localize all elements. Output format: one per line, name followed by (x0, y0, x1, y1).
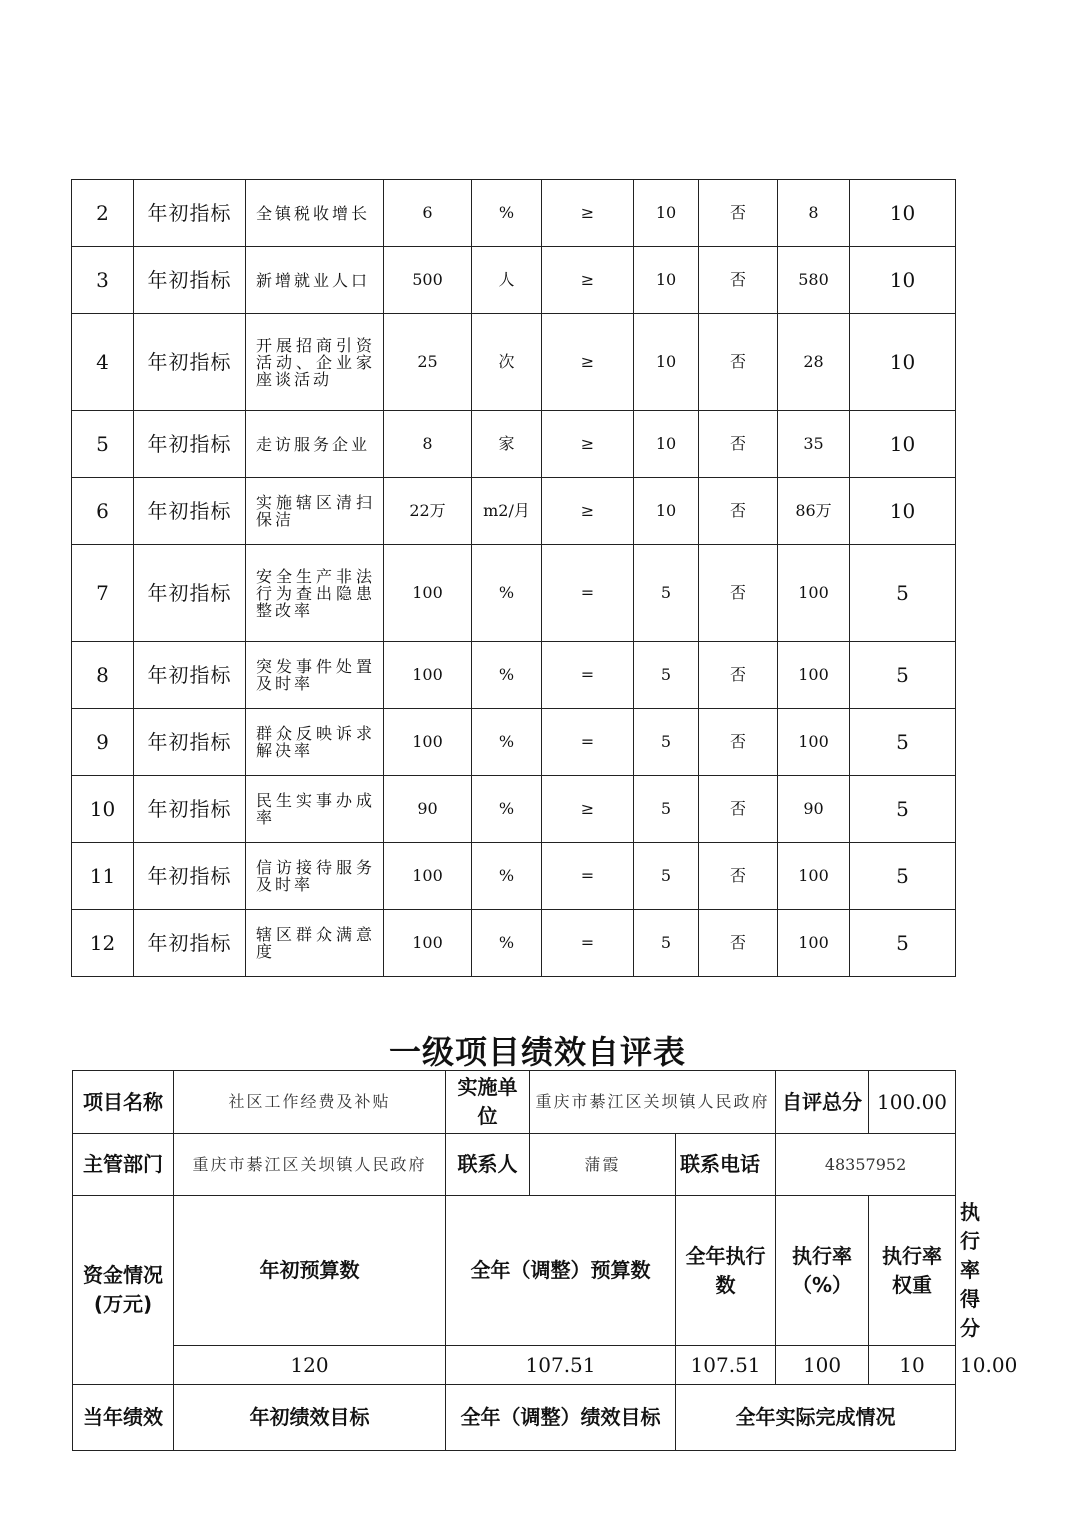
indicator-operator: = (542, 843, 634, 910)
impl-unit-value: 重庆市綦江区关坝镇人民政府 (530, 1071, 776, 1134)
project-row (73, 1071, 956, 1134)
table-row (72, 545, 956, 642)
indicator-operator: ≥ (542, 314, 634, 411)
indicator-weight: 5 (634, 843, 699, 910)
indicator-weight: 10 (634, 180, 699, 247)
indicator-category: 年初指标 (134, 776, 246, 843)
dept-row (73, 1134, 956, 1196)
table-row (72, 709, 956, 776)
indicator-no: 12 (72, 910, 134, 977)
contact-label: 联系人 (446, 1134, 530, 1196)
indicator-no: 6 (72, 478, 134, 545)
table-row (72, 910, 956, 977)
indicator-score: 10 (850, 180, 956, 247)
table-row (72, 776, 956, 843)
funds-value-row: 120 107.51 107.51 100 10 10.00 (73, 1346, 956, 1385)
indicator-category: 年初指标 (134, 910, 246, 977)
table-row (72, 642, 956, 709)
indicator-category: 年初指标 (134, 478, 246, 545)
indicator-operator: = (542, 709, 634, 776)
table-row (72, 247, 956, 314)
indicator-weight: 10 (634, 478, 699, 545)
indicator-target: 25 (384, 314, 472, 411)
dept-value: 重庆市綦江区关坝镇人民政府 (174, 1134, 446, 1196)
indicator-no: 11 (72, 843, 134, 910)
indicator-score: 5 (850, 642, 956, 709)
indicator-unit: 家 (472, 411, 542, 478)
indicator-no: 5 (72, 411, 134, 478)
indicator-category: 年初指标 (134, 843, 246, 910)
indicator-name: 群众反映诉求解决率 (246, 709, 384, 776)
phone-label: 联系电话 (676, 1134, 776, 1196)
exec-weight-value: 10 (869, 1346, 956, 1385)
indicator-score: 5 (850, 709, 956, 776)
indicator-weight: 10 (634, 314, 699, 411)
actual-label: 全年实际完成情况 (676, 1385, 956, 1451)
indicator-name: 安全生产非法行为查出隐患整改率 (246, 545, 384, 642)
indicator-operator: = (542, 910, 634, 977)
indicator-weight: 5 (634, 776, 699, 843)
indicator-category: 年初指标 (134, 411, 246, 478)
indicator-operator: = (542, 642, 634, 709)
indicator-target: 22万 (384, 478, 472, 545)
indicator-target: 100 (384, 709, 472, 776)
indicator-name: 信访接待服务及时率 (246, 843, 384, 910)
indicator-name: 走访服务企业 (246, 411, 384, 478)
indicator-actual: 35 (778, 411, 850, 478)
exec-weight-label: 执行率权重 (869, 1196, 956, 1346)
exec-rate-value: 100 (776, 1346, 869, 1385)
indicator-score: 5 (850, 910, 956, 977)
exec-rate-label: 执行率（%） (776, 1196, 869, 1346)
contact-value: 蒲霞 (530, 1134, 676, 1196)
indicator-operator: ≥ (542, 478, 634, 545)
indicator-actual: 100 (778, 910, 850, 977)
indicator-unit: % (472, 776, 542, 843)
indicator-name: 民生实事办成率 (246, 776, 384, 843)
indicator-actual: 100 (778, 642, 850, 709)
indicator-actual: 86万 (778, 478, 850, 545)
adjusted-budget-value: 107.51 (446, 1346, 676, 1385)
indicator-unit: m2/月 (472, 478, 542, 545)
indicator-operator: ≥ (542, 776, 634, 843)
indicator-unit: % (472, 642, 542, 709)
indicator-no: 8 (72, 642, 134, 709)
table-row (72, 478, 956, 545)
indicator-unit: 次 (472, 314, 542, 411)
indicator-name: 辖区群众满意度 (246, 910, 384, 977)
indicator-name: 突发事件处置及时率 (246, 642, 384, 709)
indicator-no: 10 (72, 776, 134, 843)
indicator-actual: 28 (778, 314, 850, 411)
adjusted-goal-label: 全年（调整）绩效目标 (446, 1385, 676, 1451)
indicator-actual: 580 (778, 247, 850, 314)
indicator-name: 开展招商引资活动、企业家座谈活动 (246, 314, 384, 411)
indicator-actual: 90 (778, 776, 850, 843)
funds-label: 资金情况(万元) (73, 1196, 174, 1385)
table-row (72, 843, 956, 910)
initial-budget-label: 年初预算数 (174, 1196, 446, 1346)
executed-value: 107.51 (676, 1346, 776, 1385)
indicator-flag: 否 (699, 776, 778, 843)
indicator-score: 10 (850, 478, 956, 545)
impl-unit-label: 实施单位 (446, 1071, 530, 1134)
indicator-name: 实施辖区清扫保洁 (246, 478, 384, 545)
indicator-target: 100 (384, 843, 472, 910)
indicator-weight: 5 (634, 910, 699, 977)
indicator-unit: % (472, 709, 542, 776)
table-row (72, 411, 956, 478)
eval-table (72, 1070, 1018, 1451)
indicator-flag: 否 (699, 411, 778, 478)
perf-row (73, 1385, 956, 1451)
indicator-unit: % (472, 180, 542, 247)
indicator-score: 5 (850, 776, 956, 843)
indicator-operator: ≥ (542, 180, 634, 247)
indicator-target: 6 (384, 180, 472, 247)
perf-label: 当年绩效 (73, 1385, 174, 1451)
indicator-flag: 否 (699, 843, 778, 910)
indicator-operator: ≥ (542, 411, 634, 478)
indicator-weight: 5 (634, 545, 699, 642)
self-score-value: 100.00 (869, 1071, 956, 1134)
self-score-label: 自评总分 (776, 1071, 869, 1134)
indicator-category: 年初指标 (134, 247, 246, 314)
indicator-no: 2 (72, 180, 134, 247)
indicator-unit: % (472, 910, 542, 977)
project-name-label: 项目名称 (73, 1071, 174, 1134)
initial-budget-value: 120 (174, 1346, 446, 1385)
indicator-flag: 否 (699, 545, 778, 642)
indicator-category: 年初指标 (134, 709, 246, 776)
indicator-unit: 人 (472, 247, 542, 314)
indicator-category: 年初指标 (134, 314, 246, 411)
indicator-category: 年初指标 (134, 180, 246, 247)
indicator-score: 10 (850, 314, 956, 411)
indicator-target: 100 (384, 910, 472, 977)
indicator-no: 9 (72, 709, 134, 776)
indicator-flag: 否 (699, 180, 778, 247)
indicator-flag: 否 (699, 247, 778, 314)
indicator-target: 100 (384, 642, 472, 709)
indicator-table (71, 179, 956, 977)
indicator-score: 5 (850, 843, 956, 910)
indicator-target: 90 (384, 776, 472, 843)
indicator-score: 10 (850, 411, 956, 478)
indicator-unit: % (472, 843, 542, 910)
phone-value: 48357952 (776, 1134, 956, 1196)
indicator-flag: 否 (699, 910, 778, 977)
indicator-actual: 100 (778, 545, 850, 642)
indicator-no: 7 (72, 545, 134, 642)
indicator-no: 4 (72, 314, 134, 411)
indicator-weight: 10 (634, 411, 699, 478)
indicator-actual: 100 (778, 843, 850, 910)
indicator-flag: 否 (699, 478, 778, 545)
funds-header-row: 资金情况(万元) 年初预算数 全年（调整）预算数 全年执行数 执行率（%） 执行率权重 执行率得分 (73, 1196, 956, 1346)
indicator-actual: 100 (778, 709, 850, 776)
indicator-flag: 否 (699, 709, 778, 776)
indicator-target: 100 (384, 545, 472, 642)
indicator-score: 5 (850, 545, 956, 642)
indicator-operator: ≥ (542, 247, 634, 314)
doc-title: 一级项目绩效自评表 (388, 1033, 686, 1071)
table-row (72, 180, 956, 247)
executed-label: 全年执行数 (676, 1196, 776, 1346)
indicator-weight: 5 (634, 642, 699, 709)
dept-label: 主管部门 (73, 1134, 174, 1196)
indicator-target: 8 (384, 411, 472, 478)
initial-goal-label: 年初绩效目标 (174, 1385, 446, 1451)
adjusted-budget-label: 全年（调整）预算数 (446, 1196, 676, 1346)
indicator-name: 全镇税收增长 (246, 180, 384, 247)
indicator-weight: 10 (634, 247, 699, 314)
indicator-flag: 否 (699, 642, 778, 709)
indicator-category: 年初指标 (134, 642, 246, 709)
indicator-weight: 5 (634, 709, 699, 776)
indicator-category: 年初指标 (134, 545, 246, 642)
table-row (72, 314, 956, 411)
indicator-score: 10 (850, 247, 956, 314)
indicator-name: 新增就业人口 (246, 247, 384, 314)
indicator-actual: 8 (778, 180, 850, 247)
indicator-no: 3 (72, 247, 134, 314)
project-name-value: 社区工作经费及补贴 (174, 1071, 446, 1134)
indicator-operator: = (542, 545, 634, 642)
indicator-unit: % (472, 545, 542, 642)
indicator-target: 500 (384, 247, 472, 314)
indicator-flag: 否 (699, 314, 778, 411)
